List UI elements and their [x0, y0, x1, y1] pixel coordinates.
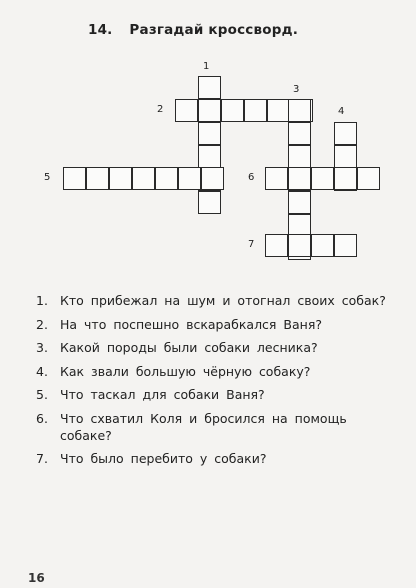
- crossword-cell[interactable]: [198, 76, 221, 99]
- crossword-cell[interactable]: [288, 234, 311, 257]
- page-number: 16: [28, 571, 45, 585]
- crossword-cell[interactable]: [198, 122, 221, 145]
- clue-item: 5. Что таскал для собаки Ваня?: [36, 387, 265, 402]
- clue-item: 6. Что схватил Коля и бросился на помощь собаке?: [36, 410, 347, 443]
- crossword-cell[interactable]: [334, 145, 357, 168]
- crossword-cell[interactable]: [175, 99, 198, 122]
- crossword-cell[interactable]: [201, 167, 224, 190]
- clue-item: 7. Что было перебито у собаки?: [36, 451, 267, 466]
- crossword-cell[interactable]: [288, 122, 311, 145]
- crossword-cell[interactable]: [357, 167, 380, 190]
- crossword-cell[interactable]: [267, 99, 290, 122]
- crossword-cell[interactable]: [198, 191, 221, 214]
- crossword-cell[interactable]: [63, 167, 86, 190]
- clue-number-5: 5: [44, 172, 51, 183]
- clue-number-6: 6: [248, 172, 255, 183]
- clue-item: 3. Какой породы были собаки лесника?: [36, 340, 318, 355]
- clue-number-7: 7: [248, 239, 255, 250]
- crossword-cell[interactable]: [265, 234, 288, 257]
- crossword-cell[interactable]: [132, 167, 155, 190]
- crossword-cell[interactable]: [265, 167, 288, 190]
- crossword-cell[interactable]: [155, 167, 178, 190]
- clue-number-4: 4: [338, 106, 345, 117]
- crossword-cell[interactable]: [334, 167, 357, 190]
- crossword-cell[interactable]: [288, 191, 311, 214]
- crossword-cell[interactable]: [178, 167, 201, 190]
- task-title: Разгадай кроссворд.: [129, 22, 299, 38]
- clue-item: 4. Как звали большую чёрную собаку?: [36, 363, 311, 379]
- crossword-cell[interactable]: [198, 145, 221, 168]
- crossword-cell[interactable]: [288, 167, 311, 190]
- clue-list: [36, 292, 386, 474]
- clue-item: 1. Кто прибежал на шум и отогнал своих собак?: [36, 293, 386, 308]
- crossword-cell[interactable]: [334, 122, 357, 145]
- clue-number-3: 3: [293, 84, 300, 95]
- crossword-cell[interactable]: [288, 99, 311, 122]
- crossword-cell[interactable]: [109, 167, 132, 190]
- crossword-cell[interactable]: [311, 234, 334, 257]
- crossword-cell[interactable]: [334, 234, 357, 257]
- crossword-cell[interactable]: [221, 99, 244, 122]
- crossword-cell[interactable]: [244, 99, 267, 122]
- clue-number-1: 1: [203, 61, 210, 72]
- task-number: 14.: [88, 22, 113, 38]
- clue-item: 2. На что поспешно вскарабкался Ваня?: [36, 316, 322, 332]
- clue-number-2: 2: [157, 104, 164, 115]
- crossword-cell[interactable]: [86, 167, 109, 190]
- crossword-cell[interactable]: [198, 99, 221, 122]
- crossword-cell[interactable]: [288, 145, 311, 168]
- crossword-cell[interactable]: [311, 167, 334, 190]
- crossword-grid: [0, 0, 416, 290]
